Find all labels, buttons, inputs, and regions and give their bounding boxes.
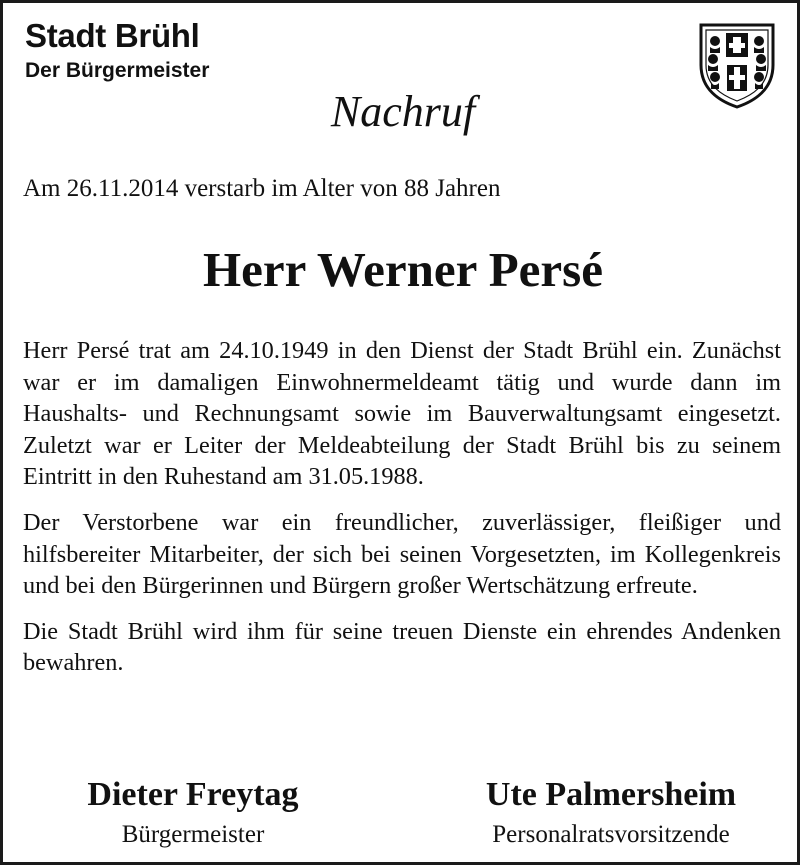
signatory-name: Ute Palmersheim [485, 776, 737, 813]
death-notice-intro: Am 26.11.2014 verstarb im Alter von 88 Jahren [23, 175, 501, 202]
city-name: Stadt Brühl [25, 17, 200, 54]
body-paragraph: Die Stadt Brühl wird ihm für seine treuen Dienste ein ehrendes Andenken bewahren. [23, 617, 781, 677]
body-paragraph: Herr Persé trat am 24.10.1949 in den Dienst der Stadt Brühl ein. Zunächst war er im damaligen Einwohnermeldeamt tätig und wurde dann im Haushalts- und Rechnungsamt sowie im Bauverwaltungsamt eingesetzt. Zuletzt war er Leiter der Meldeabteilung der Stadt Brühl bis zu seinem Eintritt in den Ruhestand am 31.05.1988. [23, 337, 781, 491]
page-title: Nachruf [330, 87, 476, 136]
signature-block-staff-council [431, 773, 791, 851]
issuer-header [25, 17, 209, 84]
signatory-name: Dieter Freytag [87, 776, 299, 813]
body-paragraph: Der Verstorbene war ein freundlicher, zuverlässiger, fleißiger und hilfsbereiter Mitarbeiter, der sich bei seinen Vorgesetzten, im Kollegenkreis und bei den Bürgerinnen und Bürgern großer Wertschätzung erfreute. [23, 508, 781, 600]
signature-block-mayor [13, 773, 373, 851]
signatory-role: Personalratsvorsitzende [492, 821, 730, 848]
mayor-office: Der Bürgermeister [25, 59, 210, 82]
obituary-body [23, 335, 781, 693]
deceased-name: Herr Werner Persé [203, 242, 603, 297]
signatory-role: Bürgermeister [121, 821, 265, 848]
